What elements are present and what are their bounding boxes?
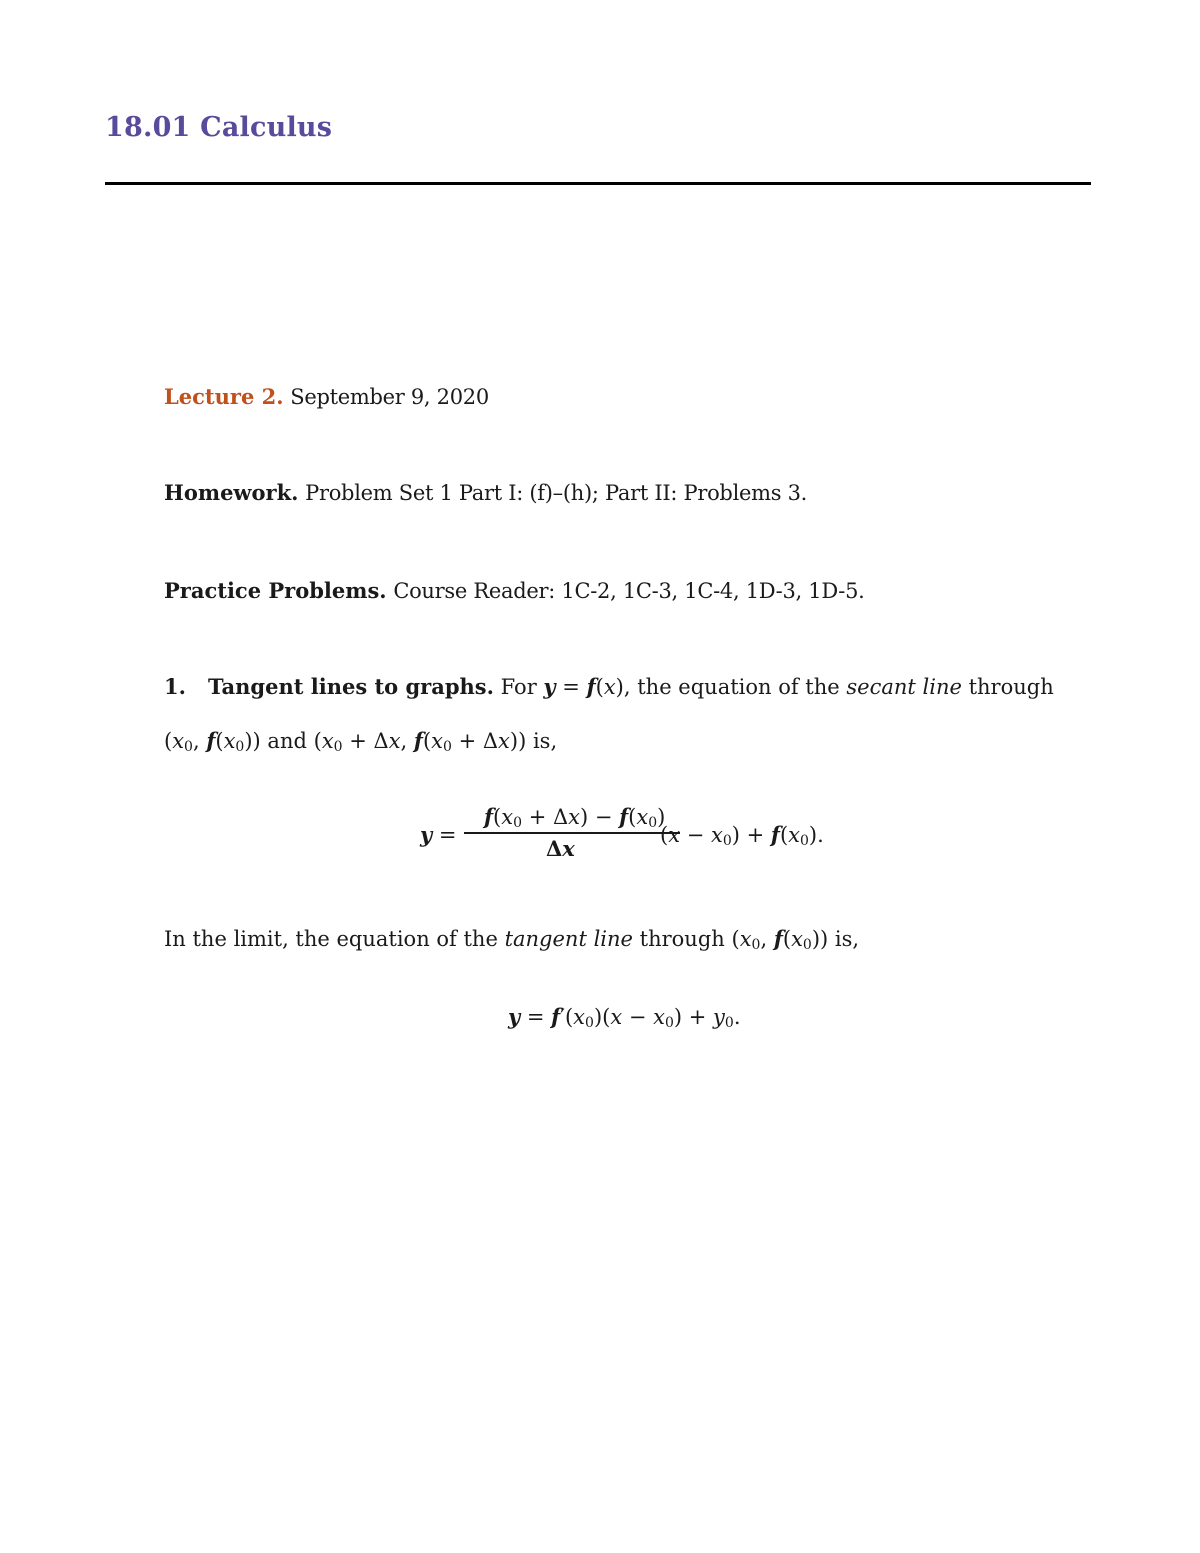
homework-label: Homework. [164,480,299,505]
limit-text-b: through [639,927,725,951]
eq1-fraction-bar [464,832,680,834]
limit-line [164,926,859,953]
section1-text-b: , the equation of the [623,675,840,699]
tangent-line-emph: tangent line [504,927,633,951]
section-title: Tangent lines to graphs. [207,674,494,699]
practice-label: Practice Problems. [164,578,387,603]
practice-line [164,578,865,603]
tangent-line-equation: $y = f'(x_0)(x - x_0) + y_0$. [508,1004,741,1031]
secant-line-emph: secant line [846,675,962,699]
math-point-1: ($x_0$, $f(x_0)$) [164,728,261,755]
section1-for: For [500,675,537,699]
section1-line1 [164,674,1054,699]
title-rule [105,182,1091,185]
course-title: 18.01 Calculus [105,112,333,143]
lecture-label: Lecture 2. [164,384,284,409]
section1-line2 [164,728,557,755]
lecture-date: September 9, 2020 [290,385,489,409]
practice-text: Course Reader: 1C-2, 1C-3, 1C-4, 1D-3, 1D-5. [393,579,865,603]
math-y-eq-fx: y = f(x) [543,674,624,699]
homework-text: Problem Set 1 Part I: (f)–(h); Part II: Problems 3. [305,481,808,505]
section1-through: through [968,675,1054,699]
limit-text-a: In the limit, the equation of the [164,927,498,951]
section1-is: is, [532,729,558,753]
eq1-rest: $(x - x_0) + f(x_0)$. [660,822,824,849]
secant-line-equation [420,800,860,870]
eq1-numerator: $f(x_0 + \Delta x) - f(x_0)$ [484,804,666,831]
section-number: 1. [164,674,186,699]
math-point-3: ($x_0$, $f(x_0)$) [731,926,829,953]
math-point-2: ($x_0 + \Delta x$, $f(x_0 + \Delta x)$) [313,728,527,755]
homework-line [164,480,807,505]
section1-and: and [267,729,307,753]
limit-text-c: is, [834,927,860,951]
eq1-denominator: Δx [546,836,575,861]
lecture-line [164,384,489,409]
eq1-lhs: y = [420,822,457,847]
